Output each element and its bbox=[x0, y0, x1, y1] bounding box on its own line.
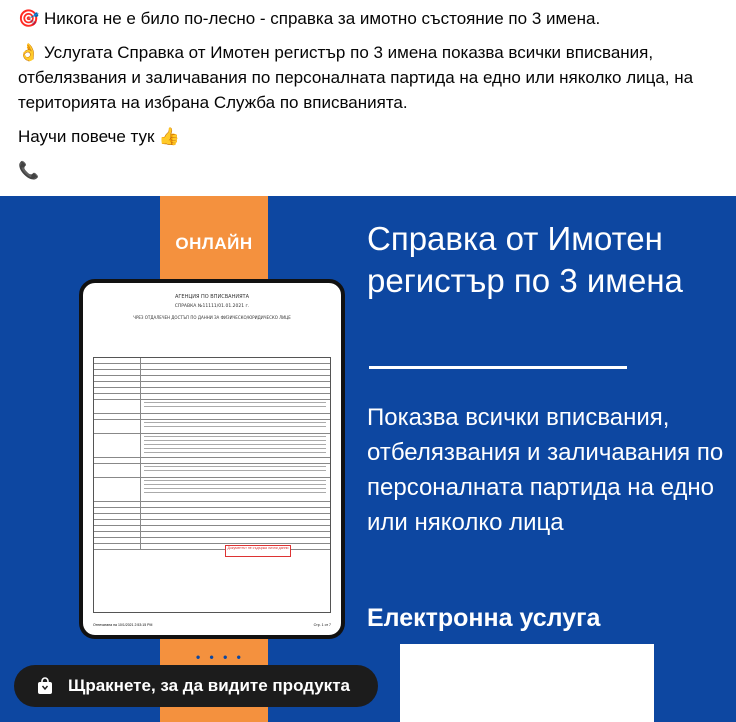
document-subtitle: ЧРЕЗ ОТДАЛЕЧЕН ДОСТЪП ПО ДАННИ ЗА ФИЗИЧЕСКО/ЮРИДИЧЕСКО ЛИЦЕ bbox=[133, 315, 291, 320]
headline-divider bbox=[369, 366, 627, 369]
banner-description: Показва всички вписвания, отбелязвания и заличавания по персоналната партида на едно или няколко лица bbox=[367, 404, 724, 536]
banner-headline: Справка от Имотен регистър по 3 имена bbox=[367, 220, 683, 299]
ok-hand-icon: 👌 bbox=[18, 43, 40, 62]
learn-more-link[interactable]: Научи повече тук bbox=[18, 127, 155, 146]
view-product-label: Щракнете, за да видите продукта bbox=[68, 676, 350, 695]
view-product-button[interactable] bbox=[14, 665, 378, 707]
online-label: ОНЛАЙН bbox=[175, 234, 253, 253]
document-title: СПРАВКА №11111/01.01.2021 г. bbox=[174, 304, 250, 309]
shopping-bag-icon bbox=[36, 677, 54, 695]
post-paragraph-2 bbox=[18, 40, 723, 115]
document-agency: АГЕНЦИЯ ПО ВПИСВАНИЯТА bbox=[174, 294, 250, 300]
carousel-dots: • • • • bbox=[196, 650, 244, 664]
target-icon: 🎯 bbox=[18, 9, 40, 28]
phone-icon: 📞 bbox=[18, 161, 40, 180]
learn-more-line[interactable] bbox=[18, 124, 180, 149]
document-footer-right: Стр. 1 от 7 bbox=[313, 623, 331, 627]
document-footer bbox=[93, 623, 331, 627]
table-row bbox=[94, 400, 330, 414]
ad-banner-image[interactable] bbox=[0, 196, 736, 722]
document-stamp: Документът не съдържа лични данни bbox=[225, 545, 291, 557]
table-row bbox=[94, 420, 330, 434]
post-paragraph-2-text: Услугата Справка от Имотен регистър по 3 имена показва всички вписвания, отбелязвания и заличавания по персоналната партида на едно или няколко лица, на територията на избрана Служба по вписванията. bbox=[18, 43, 694, 112]
document-preview bbox=[79, 279, 345, 639]
table-row bbox=[94, 544, 330, 550]
document-table bbox=[93, 357, 331, 613]
phone-line bbox=[18, 158, 44, 183]
table-row bbox=[94, 478, 330, 502]
service-label: Електронна услуга bbox=[367, 604, 601, 632]
document-footer-left: Отпечатана на 10/1/2021 2:53:15 PM bbox=[93, 623, 153, 627]
table-row bbox=[94, 434, 330, 458]
thumbs-up-icon: 👍 bbox=[158, 127, 180, 146]
post-line-1-text: Никога не е било по-лесно - справка за имотно състояние по 3 имена. bbox=[44, 9, 601, 28]
white-box bbox=[400, 644, 654, 722]
post-line-1 bbox=[18, 6, 600, 31]
table-row bbox=[94, 464, 330, 478]
